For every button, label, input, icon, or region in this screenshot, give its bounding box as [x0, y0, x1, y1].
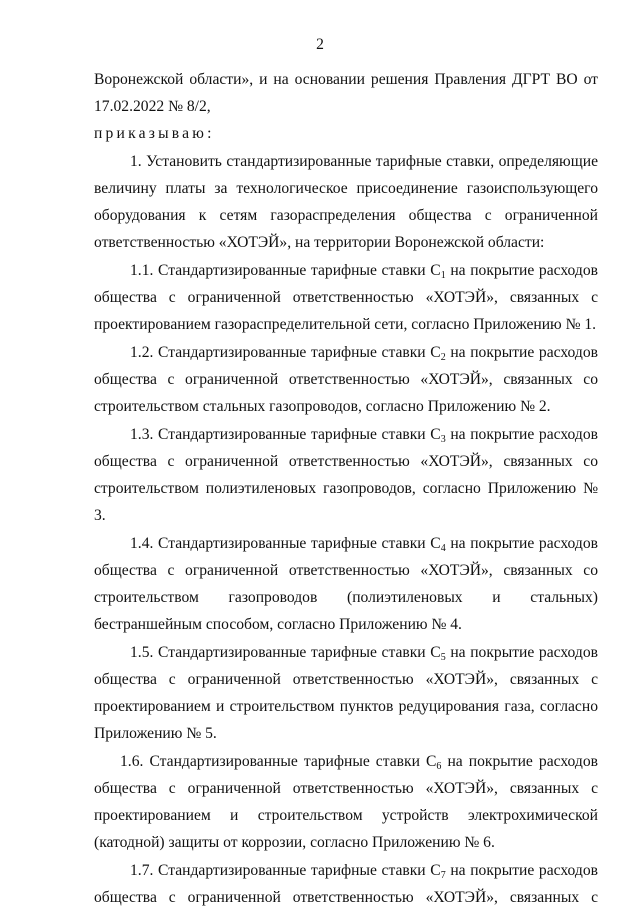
subitem-text: на покрытие расходов общества с ограниченной ответственностью «ХОТЭЙ», связанных со строительством газопроводов (полиэтиленовых и стальных) бестраншейным способом, согласно Приложению № 4. [94, 535, 598, 633]
subitem-text: на покрытие расходов общества с ограниченной ответственностью «ХОТЭЙ», связанных со строительством полиэтиленовых газопроводов, согласно Приложению № 3. [94, 426, 598, 524]
subitem-text: на покрытие расходов общества с ограниченной ответственностью «ХОТЭЙ», связанных с [94, 862, 598, 906]
subitem-1-3 [94, 421, 598, 529]
subitem-1-2 [94, 339, 598, 420]
subitem-text: на покрытие расходов общества с ограниченной ответственностью «ХОТЭЙ», связанных с проектированием и строительством устройств электрохимической (катодной) защиты от коррозии, согласно Приложению № 6. [94, 753, 598, 851]
subitem-prefix: 1.6. Стандартизированные тарифные ставки С [120, 753, 437, 770]
document-body [94, 66, 598, 911]
subitem-prefix: 1.4. Стандартизированные тарифные ставки С [130, 535, 441, 552]
subitem-text: на покрытие расходов общества с ограниченной ответственностью «ХОТЭЙ», связанных с проектированием и строительством пунктов редуцирования газа, согласно Приложению № 5. [94, 644, 598, 742]
subitem-text: на покрытие расходов общества с ограниченной ответственностью «ХОТЭЙ», связанных со строительством стальных газопроводов, согласно Приложению № 2. [94, 344, 598, 415]
subitem-prefix: 1.1. Стандартизированные тарифные ставки С [130, 262, 441, 279]
subitem-text: на покрытие расходов общества с ограниченной ответственностью «ХОТЭЙ», связанных с проектированием газораспределительной сети, согласно Приложению № 1. [94, 262, 598, 333]
page-number: 2 [316, 36, 324, 53]
subitem-prefix: 1.7. Стандартизированные тарифные ставки С [130, 862, 441, 879]
subitem-subscript: 1 [440, 270, 446, 281]
item-1-paragraph: 1. Установить стандартизированные тарифные ставки, определяющие величину платы за технологическое присоединение газоиспользующего оборудования к сетям газораспределения общества с ограниченной ответственностью «ХОТЭЙ», на территории Воронежской области: [94, 153, 598, 251]
subitem-subscript: 3 [440, 434, 446, 445]
subitem-subscript: 2 [440, 352, 446, 363]
subitem-1-6 [94, 748, 598, 856]
subitem-1-5 [94, 639, 598, 747]
subitem-subscript: 7 [440, 870, 446, 881]
subitem-prefix: 1.2. Стандартизированные тарифные ставки С [130, 344, 441, 361]
intro-paragraph: Воронежской области», и на основании решения Правления ДГРТ ВО от 17.02.2022 № 8/2, [94, 71, 598, 115]
order-word: приказываю: [94, 125, 215, 142]
subitem-subscript: 6 [436, 761, 442, 772]
subitem-prefix: 1.5. Стандартизированные тарифные ставки С [130, 644, 441, 661]
subitem-1-7 [94, 857, 598, 911]
subitem-subscript: 4 [440, 543, 446, 554]
subitem-1-1 [94, 257, 598, 338]
subitem-subscript: 5 [440, 652, 446, 663]
subitem-1-4 [94, 530, 598, 638]
subitem-prefix: 1.3. Стандартизированные тарифные ставки С [130, 426, 441, 443]
